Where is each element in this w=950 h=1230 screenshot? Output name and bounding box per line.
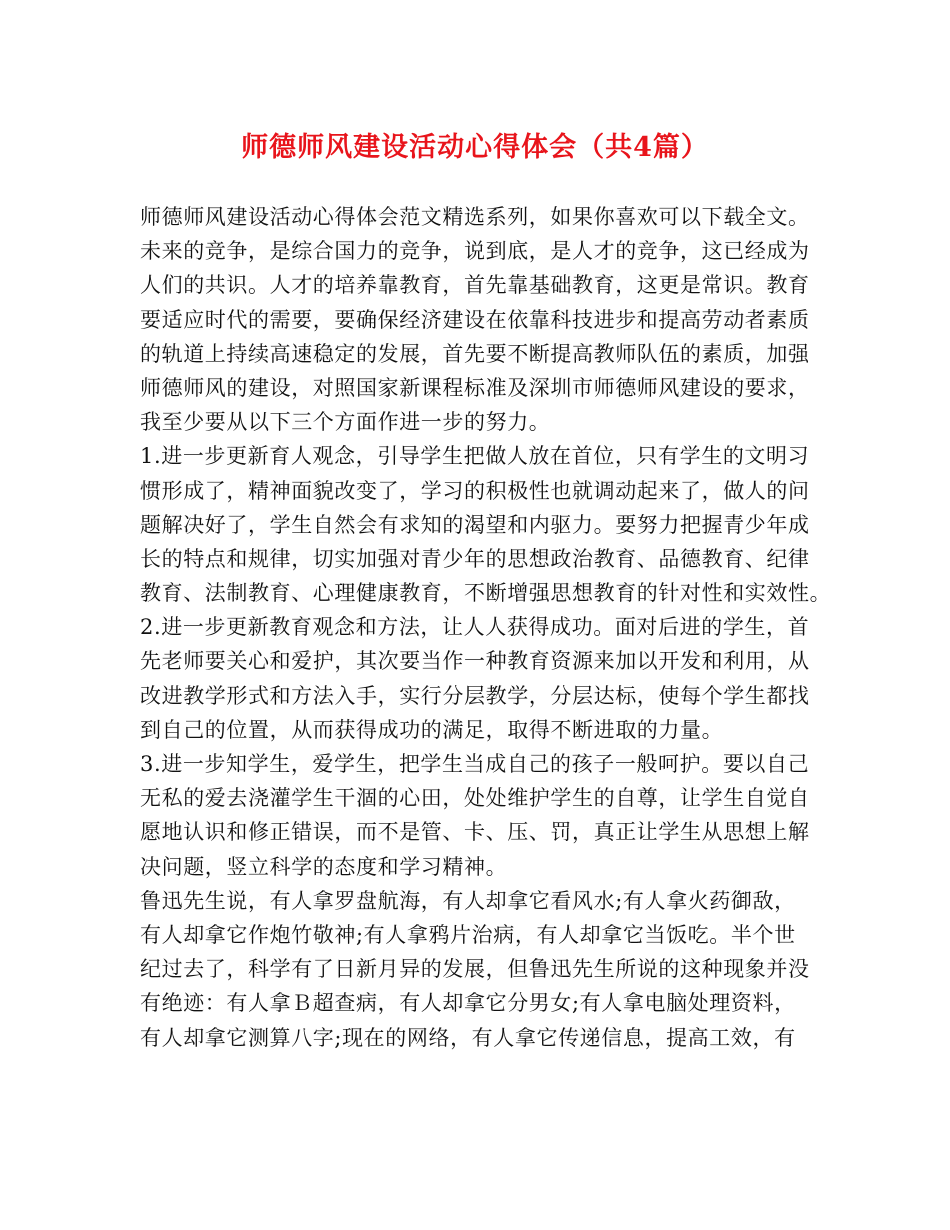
text-line: 改进教学形式和方法入手，实行分层教学，分层达标，使每个学生都找 [140,683,810,708]
document-title: 师德师风建设活动心得体会（共4篇） [241,132,709,163]
text-line: 要适应时代的需要，要确保经济建设在依靠科技进步和提高劳动者素质 [140,307,810,332]
text-line: 有人却拿它测算八字;现在的网络，有人拿它传递信息，提高工效，有 [140,1025,796,1050]
text-line: 1.进一步更新育人观念，引导学生把做人放在首位，只有学生的文明习 [140,444,810,469]
text-line: 无私的爱去浇灌学生干涸的心田，处处维护学生的自尊，让学生自觉自 [140,786,810,811]
text-line: 惯形成了，精神面貌改变了，学习的积极性也就调动起来了，做人的问 [140,478,810,503]
text-line: 题解决好了，学生自然会有求知的渴望和内驱力。要努力把握青少年成 [140,512,810,537]
text-line: 纪过去了，科学有了日新月异的发展，但鲁迅先生所说的这种现象并没 [140,957,810,982]
text-line: 3.进一步知学生，爱学生，把学生当成自己的孩子一般呵护。要以自己 [140,752,810,776]
text-line: 鲁迅先生说，有人拿罗盘航海，有人却拿它看风水;有人拿火药御敌， [140,888,796,913]
text-line: 未来的竞争，是综合国力的竞争，说到底，是人才的竞争，这已经成为 [140,239,810,264]
text-line: 愿地认识和修正错误，而不是管、卡、压、罚，真正让学生从思想上解 [140,820,810,845]
document-body [140,200,830,1055]
text-line: 教育、法制教育、心理健康教育，不断增强思想教育的针对性和实效性。 [140,581,832,606]
text-line: 我至少要从以下三个方面作进一步的努力。 [140,410,551,435]
text-line: 有绝迹：有人拿Ｂ超查病，有人却拿它分男女;有人拿电脑处理资料， [140,991,796,1016]
text-line: 2.进一步更新教育观念和方法，让人人获得成功。面对后进的学生，首 [140,615,810,640]
text-line: 有人却拿它作炮竹敬神;有人拿鸦片治病，有人却拿它当饭吃。半个世 [140,922,796,947]
text-line: 决问题，竖立科学的态度和学习精神。 [140,854,508,879]
text-line: 师德师风建设活动心得体会范文精选系列，如果你喜欢可以下载全文。 [140,205,810,229]
text-line: 师德师风的建设，对照国家新课程标准及深圳市师德师风建设的要求， [140,375,810,400]
text-line: 的轨道上持续高速稳定的发展，首先要不断提高教师队伍的素质，加强 [140,341,810,366]
text-line: 长的特点和规律，切实加强对青少年的思想政治教育、品德教育、纪律 [140,546,810,571]
text-line: 人们的共识。人才的培养靠教育，首先靠基础教育，这更是常识。教育 [140,273,810,298]
text-line: 先老师要关心和爱护，其次要当作一种教育资源来加以开发和利用，从 [140,649,810,674]
text-line: 到自己的位置，从而获得成功的满足，取得不断进取的力量。 [140,717,724,742]
